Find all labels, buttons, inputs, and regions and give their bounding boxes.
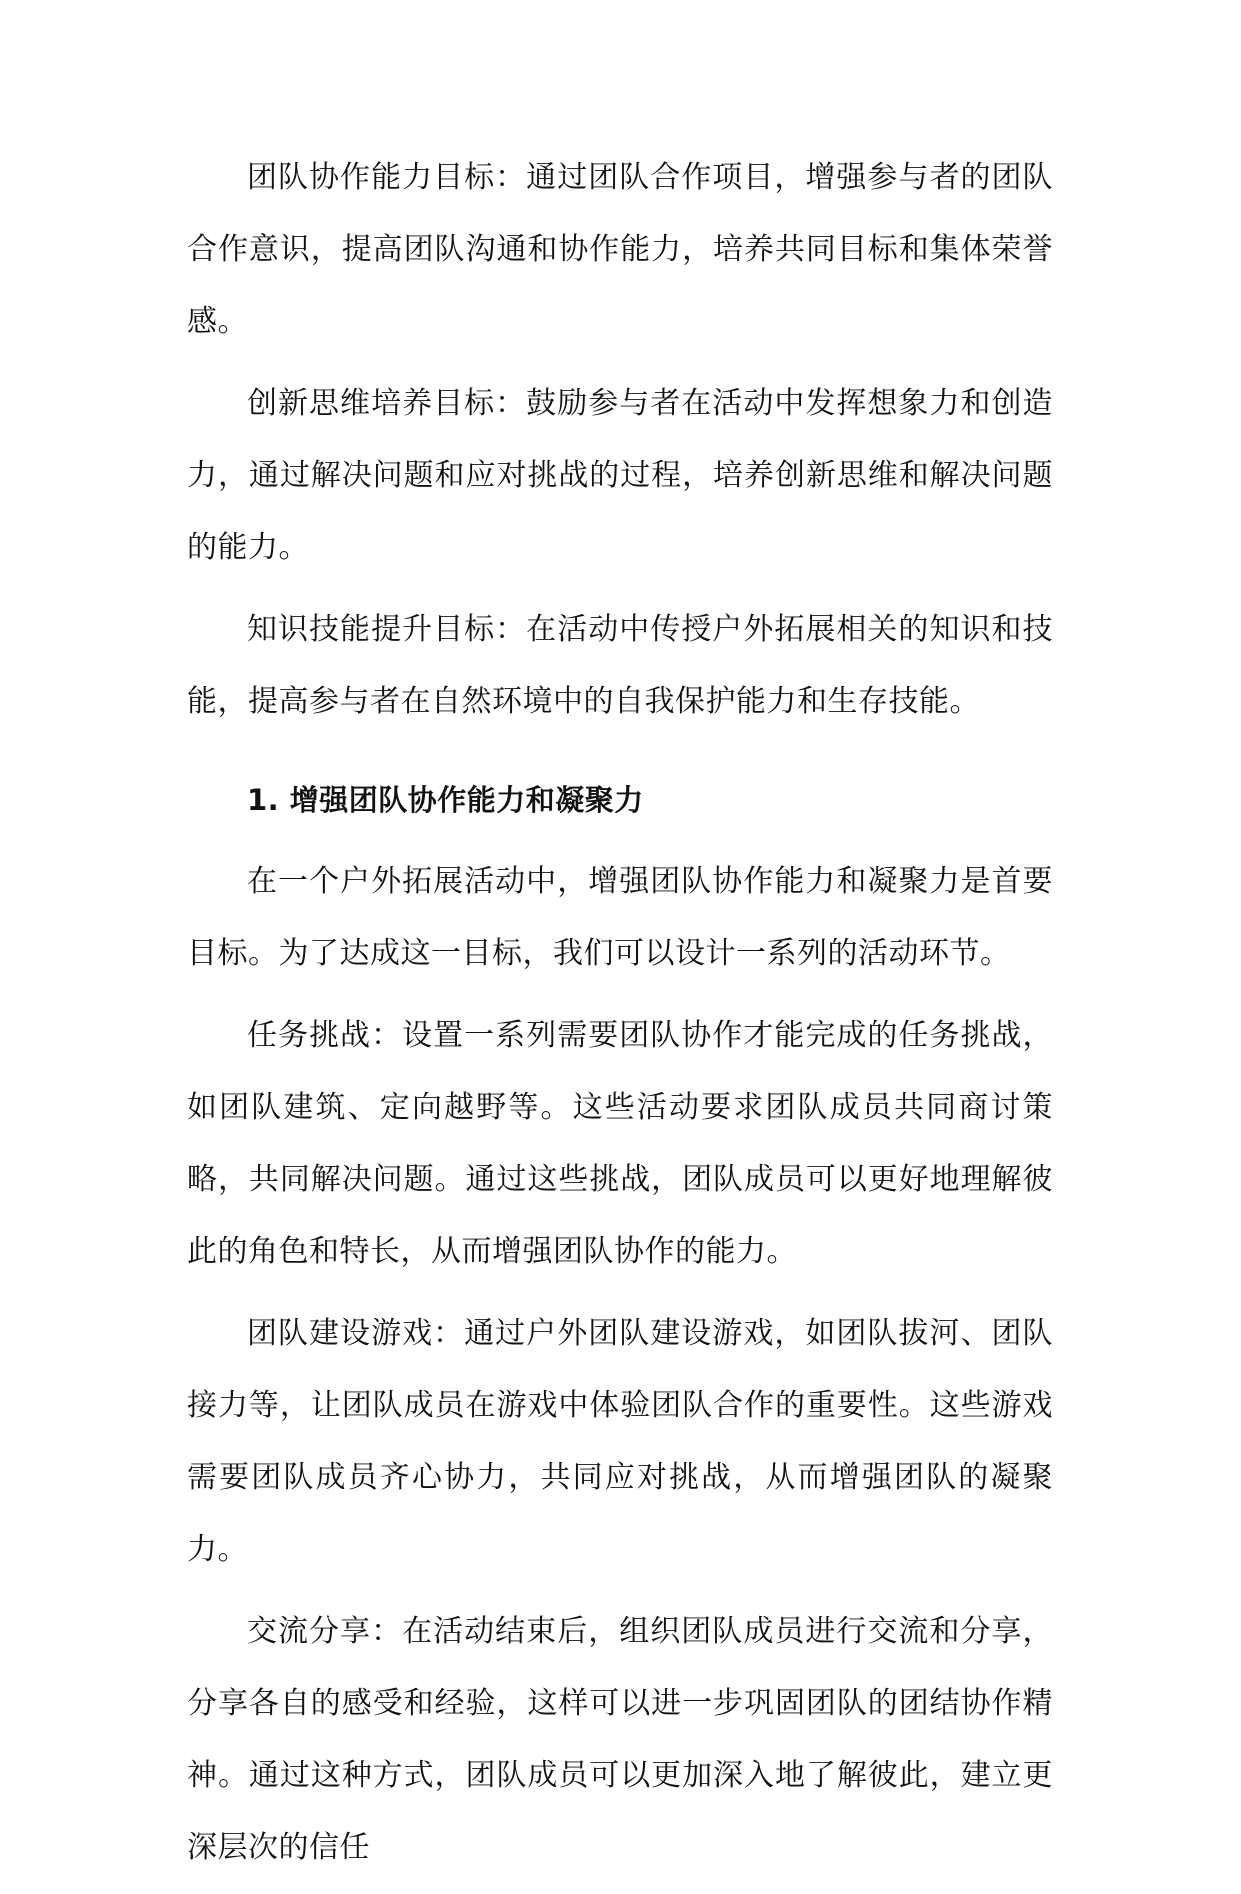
- paragraph-team-games: 团队建设游戏：通过户外团队建设游戏，如团队拔河、团队接力等，让团队成员在游戏中体验团队合作的重要性。这些游戏需要团队成员齐心协力，共同应对挑战，从而增强团队的凝聚力。: [187, 1316, 1053, 1567]
- paragraph-innovation-goal: 创新思维培养目标：鼓励参与者在活动中发挥想象力和创造力，通过解决问题和应对挑战的过程，培养创新思维和解决问题的能力。: [187, 386, 1053, 565]
- document-body: [187, 142, 1053, 1894]
- paragraph-skills-goal: 知识技能提升目标：在活动中传授户外拓展相关的知识和技能，提高参与者在自然环境中的自我保护能力和生存技能。: [187, 612, 1053, 719]
- paragraph-sharing: 交流分享：在活动结束后，组织团队成员进行交流和分享，分享各自的感受和经验，这样可以进一步巩固团队的团结协作精神。通过这种方式，团队成员可以更加深入地了解彼此，建立更深层次的信任: [187, 1614, 1053, 1865]
- paragraph-teamwork-goal: 团队协作能力目标：通过团队合作项目，增强参与者的团队合作意识，提高团队沟通和协作能力，培养共同目标和集体荣誉感。: [187, 160, 1053, 339]
- section-heading: 1. 增强团队协作能力和凝聚力: [247, 783, 644, 817]
- paragraph-intro: 在一个户外拓展活动中，增强团队协作能力和凝聚力是首要目标。为了达成这一目标，我们可以设计一系列的活动环节。: [187, 864, 1053, 971]
- paragraph-task-challenge: 任务挑战：设置一系列需要团队协作才能完成的任务挑战，如团队建筑、定向越野等。这些活动要求团队成员共同商讨策略，共同解决问题。通过这些挑战，团队成员可以更好地理解彼此的角色和特长，从而增强团队协作的能力。: [187, 1018, 1053, 1269]
